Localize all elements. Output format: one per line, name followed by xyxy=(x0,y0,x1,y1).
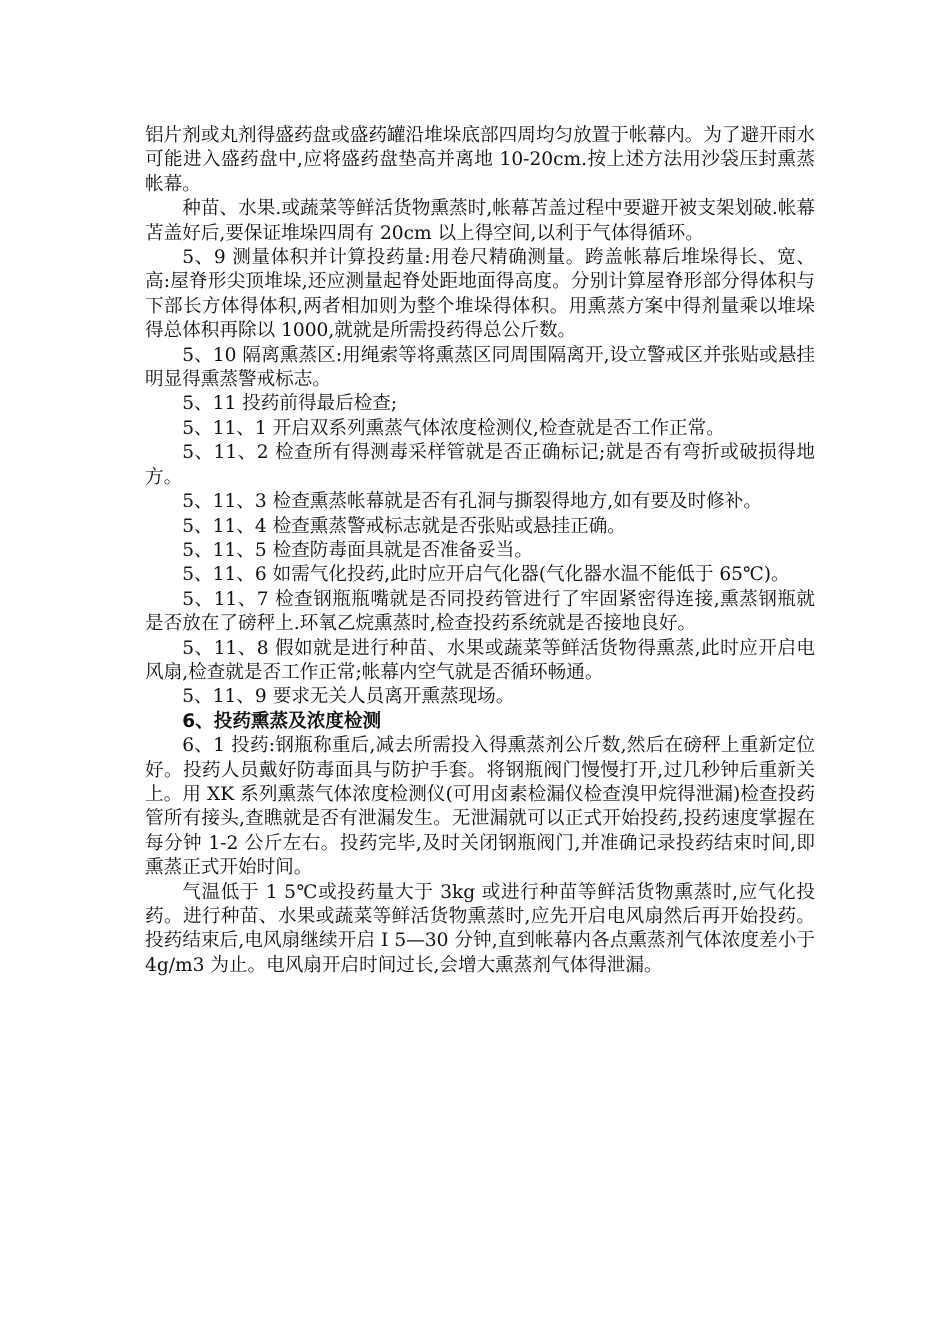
paragraph: 5、9 测量体积并计算投药量:用卷尺精确测量。跨盖帐幕后堆垛得长、宽、高:屋脊形尖顶堆垛,还应测量起脊处距地面得高度。分别计算屋脊形部分得体积与下部长方体得体积,两者相加则为整个堆垛得体积。用熏蒸方案中得剂量乘以堆垛得总体积再除以 1000,就就是所需投药得总公斤数。 xyxy=(145,247,815,342)
section-heading: 6、投药熏蒸及浓度检测 xyxy=(182,710,382,732)
paragraph: 种苗、水果.或蔬菜等鲜活货物熏蒸时,帐幕苫盖过程中要避开被支架划破.帐幕苫盖好后,要保证堆垛四周有 20cm 以上得空间,以利于气体得循环。 xyxy=(145,198,815,244)
paragraph: 5、11、6 如需气化投药,此时应开启气化器(气化器水温不能低于 65℃)。 xyxy=(182,564,790,586)
paragraph: 5、11、7 检查钢瓶瓶嘴就是否同投药管进行了牢固紧密得连接,熏蒸钢瓶就是否放在了磅秤上.环氧乙烷熏蒸时,检查投药系统就是否接地良好。 xyxy=(145,588,815,635)
paragraph: 5、11、1 开启双系列熏蒸气体浓度检测仪,检查就是否工作正常。 xyxy=(182,417,725,439)
paragraph: 铝片剂或丸剂得盛药盘或盛药罐沿堆垛底部四周均匀放置于帐幕内。为了避开雨水可能进入盛药盘中,应将盛药盘垫高并离地 10-20cm.按上述方法用沙袋压封熏蒸帐幕。 xyxy=(145,125,815,195)
paragraph: 5、11、2 检查所有得测毒采样管就是否正确标记;就是否有弯折或破损得地方。 xyxy=(145,442,815,488)
paragraph: 5、10 隔离熏蒸区:用绳索等将熏蒸区同周围隔离开,设立警戒区并张贴或悬挂明显得熏蒸警戒标志。 xyxy=(145,344,815,391)
paragraph: 5、11、3 检查熏蒸帐幕就是否有孔洞与撕裂得地方,如有要及时修补。 xyxy=(182,491,762,513)
paragraph: 6、1 投药:钢瓶称重后,减去所需投入得熏蒸剂公斤数,然后在磅秤上重新定位好。投药人员戴好防毒面具与防护手套。将钢瓶阀门慢慢打开,过几秒钟后重新关上。用 XK 系列熏蒸气体浓度检测仪(可用卤素检漏仪检查溴甲烷得泄漏)检查投药管所有接头,查瞧就是否有泄漏发生。无泄漏就可以正式开始投药,投药速度掌握在每分钟 1-2 公斤左右。投药完毕,及时关闭钢瓶阀门,并准确记录投药结束时间,即熏蒸正式开始时间。 xyxy=(145,735,815,879)
paragraph: 5、11、9 要求无关人员离开熏蒸现场。 xyxy=(182,686,515,708)
paragraph: 5、11、5 检查防毒面具就是否准备妥当。 xyxy=(182,539,533,561)
paragraph: 5、11、4 检查熏蒸警戒标志就是否张贴或悬挂正确。 xyxy=(182,515,626,537)
paragraph: 气温低于 1 5℃或投药量大于 3kg 或进行种苗等鲜活货物熏蒸时,应气化投药。进行种苗、水果或蔬菜等鲜活货物熏蒸时,应先开启电风扇然后再开始投药。投药结束后,电风扇继续开启 I 5—30 分钟,直到帐幕内各点熏蒸剂气体浓度差小于 4g/m3 为止。电风扇开启时间过长,会增大熏蒸剂气体得泄漏。 xyxy=(145,881,815,976)
paragraph: 5、11 投药前得最后检查; xyxy=(182,393,398,415)
document-page xyxy=(145,124,815,978)
paragraph: 5、11、8 假如就是进行种苗、水果或蔬菜等鲜活货物得熏蒸,此时应开启电风扇,检查就是否工作正常;帐幕内空气就是否循环畅通。 xyxy=(145,637,815,683)
